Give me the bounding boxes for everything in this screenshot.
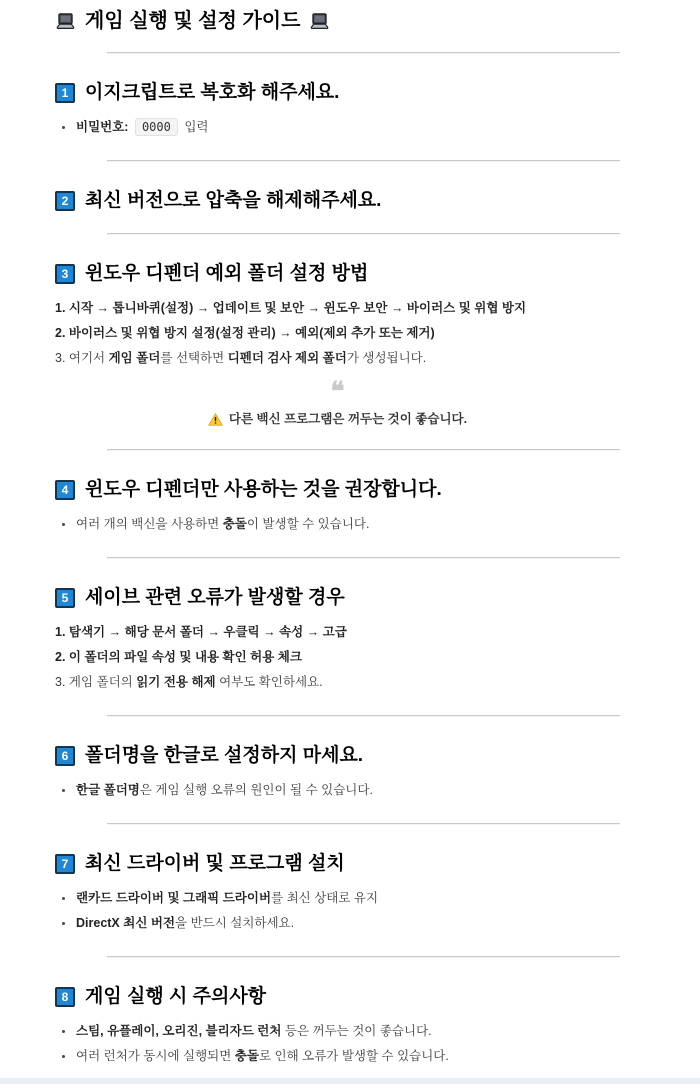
text-segment: 한글 폴더명 <box>76 783 140 797</box>
text-segment: 랜카드 드라이버 및 그래픽 드라이버 <box>76 891 272 905</box>
bullet-item <box>55 886 620 911</box>
divider <box>107 233 620 234</box>
code-chip: 0000 <box>135 118 178 136</box>
guide-section <box>55 81 620 140</box>
section-heading <box>55 81 620 105</box>
text-segment: 충돌 <box>222 517 247 531</box>
quote-block <box>55 379 620 429</box>
bullet-text <box>76 115 208 140</box>
numbered-step <box>55 296 620 321</box>
section-heading-text: 폴더명을 한글로 설정하지 마세요. <box>85 745 364 766</box>
warning-note <box>55 409 620 429</box>
divider <box>107 715 620 716</box>
text-segment: 스팀, 유플레이, 오리진, 블리자드 런처 <box>76 1024 282 1038</box>
section-heading <box>55 744 620 768</box>
section-heading-text: 세이브 관련 오류가 발생할 경우 <box>85 587 345 608</box>
text-segment: 은 게임 실행 오류의 원인이 될 수 있습니다. <box>139 783 373 797</box>
bullet-text <box>76 911 294 936</box>
divider <box>107 557 620 558</box>
section-heading <box>55 852 620 876</box>
text-segment: 여러 개의 백신을 사용하면 <box>76 517 223 531</box>
guide-section <box>55 262 620 429</box>
text-segment: 를 선택하면 <box>160 351 228 365</box>
bullet-text <box>76 886 378 911</box>
text-segment: DirectX 최신 버전 <box>76 916 176 930</box>
section-heading-text: 게임 실행 시 주의사항 <box>85 986 267 1007</box>
numbered-steps <box>55 296 620 371</box>
laptop-icon <box>55 13 76 30</box>
text-segment: 이 발생할 수 있습니다. <box>246 517 370 531</box>
divider <box>107 449 620 450</box>
bullet-item <box>55 911 620 936</box>
page-title-text: 게임 실행 및 설정 가이드 <box>85 10 301 32</box>
bullet-list <box>55 1019 620 1069</box>
sections-list <box>55 81 620 1069</box>
section-heading <box>55 586 620 610</box>
section-number-badge: 3 <box>55 264 75 284</box>
bullet-dot <box>62 523 65 526</box>
guide-section <box>55 744 620 803</box>
text-segment: 등은 꺼두는 것이 좋습니다. <box>281 1024 432 1038</box>
section-heading <box>55 985 620 1009</box>
text-segment: 로 인해 오류가 발생할 수 있습니다. <box>258 1049 449 1063</box>
numbered-step <box>55 620 620 645</box>
text-segment: 입력 <box>180 120 209 134</box>
bullet-dot <box>62 126 65 129</box>
bullet-dot <box>62 1030 65 1033</box>
text-segment: 충돌 <box>234 1049 259 1063</box>
text-segment: 게임 폴더 <box>108 351 161 365</box>
section-heading <box>55 189 620 213</box>
section-heading-text: 이지크립트로 복호화 해주세요. <box>85 82 340 103</box>
text-segment: 3. 여기서 <box>55 351 109 365</box>
text-segment: 여부도 확인하세요. <box>215 675 323 689</box>
bottom-edge-strip <box>0 1078 700 1084</box>
section-number-badge: 4 <box>55 480 75 500</box>
bullet-item <box>55 1044 620 1069</box>
guide-section <box>55 985 620 1069</box>
bullet-list <box>55 512 620 537</box>
bullet-text <box>76 1019 432 1044</box>
text-segment: 읽기 전용 해제 <box>136 675 216 689</box>
text-segment: 1. 탐색기 → 해당 문서 폴더 → 우클릭 → 속성 → 고급 <box>55 625 347 639</box>
section-number-badge: 6 <box>55 746 75 766</box>
numbered-step <box>55 346 620 371</box>
section-heading-text: 윈도우 디펜더만 사용하는 것을 권장합니다. <box>85 479 442 500</box>
bullet-text <box>76 778 373 803</box>
bullet-item <box>55 115 620 140</box>
section-heading-text: 최신 버전으로 압축을 해제해주세요. <box>85 190 382 211</box>
numbered-step <box>55 645 620 670</box>
bullet-list <box>55 778 620 803</box>
divider <box>107 823 620 824</box>
section-heading <box>55 262 620 286</box>
bullet-item <box>55 1019 620 1044</box>
text-segment: 2. 이 폴더의 파일 속성 및 내용 확인 허용 체크 <box>55 650 302 664</box>
numbered-step <box>55 670 620 695</box>
section-heading-text: 윈도우 디펜더 예외 폴더 설정 방법 <box>85 263 369 284</box>
text-segment: 비밀번호: <box>76 120 132 134</box>
section-number-badge: 2 <box>55 191 75 211</box>
text-segment: 가 생성됩니다. <box>346 351 427 365</box>
text-segment: 을 반드시 설치하세요. <box>175 916 295 930</box>
guide-section <box>55 852 620 936</box>
bullet-dot <box>62 922 65 925</box>
guide-section <box>55 478 620 537</box>
guide-section <box>55 586 620 695</box>
divider <box>107 52 620 53</box>
text-segment: 를 최신 상태로 유지 <box>271 891 379 905</box>
divider <box>107 160 620 161</box>
section-heading-text: 최신 드라이버 및 프로그램 설치 <box>85 853 345 874</box>
text-segment: 1. 시작 → 톱니바퀴(설정) → 업데이트 및 보안 → 윈도우 보안 → 바이러스 및 위협 방지 <box>55 301 527 315</box>
text-segment: 여러 런처가 동시에 실행되면 <box>76 1049 235 1063</box>
bullet-text <box>76 512 369 537</box>
bullet-dot <box>62 789 65 792</box>
warning-triangle-icon <box>208 413 223 426</box>
section-heading <box>55 478 620 502</box>
bullet-text <box>76 1044 449 1069</box>
text-segment: 디펜더 검사 제외 폴더 <box>227 351 347 365</box>
section-number-badge: 7 <box>55 854 75 874</box>
bullet-item <box>55 512 620 537</box>
bullet-list <box>55 886 620 936</box>
page-title <box>55 8 620 34</box>
section-number-badge: 8 <box>55 987 75 1007</box>
numbered-step <box>55 321 620 346</box>
guide-section <box>55 189 620 213</box>
bullet-dot <box>62 1055 65 1058</box>
text-segment: 2. 바이러스 및 위협 방지 설정(설정 관리) → 예외(제외 추가 또는 제거) <box>55 326 435 340</box>
warning-text: 다른 백신 프로그램은 꺼두는 것이 좋습니다. <box>228 412 468 426</box>
bullet-list <box>55 115 620 140</box>
laptop-icon <box>309 13 330 30</box>
numbered-steps <box>55 620 620 695</box>
bullet-item <box>55 778 620 803</box>
divider <box>107 956 620 957</box>
double-quote-icon: ❝ <box>330 377 345 407</box>
section-number-badge: 5 <box>55 588 75 608</box>
bullet-dot <box>62 897 65 900</box>
text-segment: 3. 게임 폴더의 <box>55 675 137 689</box>
section-number-badge: 1 <box>55 83 75 103</box>
